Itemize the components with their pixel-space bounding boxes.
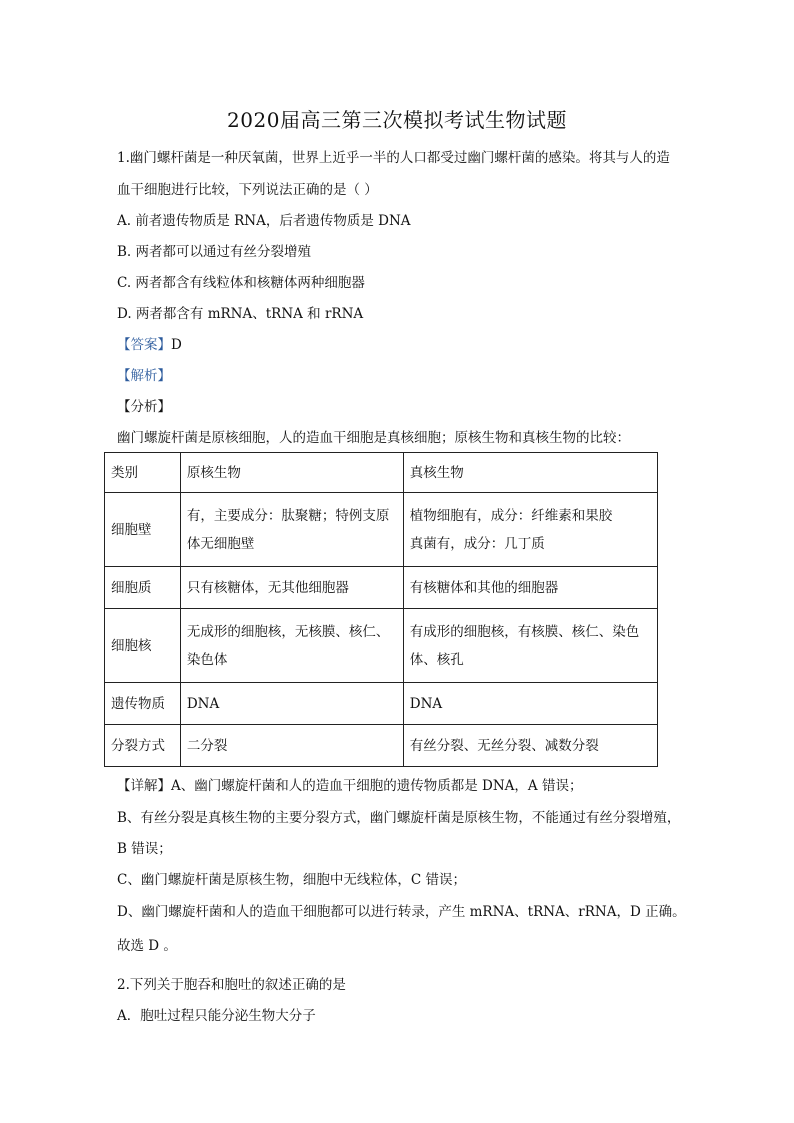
conclusion: 故选 D 。 xyxy=(117,938,177,954)
table-header-cell: 原核生物 xyxy=(180,453,403,493)
detail-line3: B 错误； xyxy=(117,841,172,857)
detail-text: A、幽门螺旋杆菌和人的造血干细胞的遗传物质都是 DNA，A 错误； xyxy=(171,778,583,794)
table-cell xyxy=(403,609,657,683)
table-cell xyxy=(180,567,403,609)
table-row xyxy=(105,683,658,725)
cell-line: 有，主要成分：肽聚糖；特例支原 xyxy=(186,507,390,524)
table-row xyxy=(105,725,658,767)
table-row xyxy=(105,493,658,567)
page-title: 2020届高三第三次模拟考试生物试题 xyxy=(227,108,567,132)
analysis-label: 【解析】 xyxy=(117,368,171,384)
q1-option-a: A. 前者遗传物质是 RNA，后者遗传物质是 DNA xyxy=(117,213,411,229)
cell-line: 植物细胞有，成分：纤维素和果胶 xyxy=(409,507,613,524)
detail-line5: D、幽门螺旋杆菌和人的造血干细胞都可以进行转录，产生 mRNA、tRNA、rRNA，D 正确。 xyxy=(117,904,686,920)
cell-line: 有核糖体和其他的细胞器 xyxy=(409,579,559,596)
comparison-table xyxy=(104,452,658,767)
table-header-cell: 真核生物 xyxy=(403,453,657,493)
detail-line2: B、有丝分裂是真核生物的主要分裂方式，幽门螺旋杆菌是原核生物，不能通过有丝分裂增殖， xyxy=(117,810,681,826)
q1-stem-line1: 1.幽门螺杆菌是一种厌氧菌，世界上近乎一半的人口都受过幽门螺杆菌的感染。将其与人的造 xyxy=(117,150,670,166)
detail-label: 【详解】 xyxy=(117,778,171,794)
table-cell: 细胞质 xyxy=(105,567,181,609)
table-cell: 细胞核 xyxy=(105,609,181,683)
cell-line: 真菌有，成分：几丁质 xyxy=(409,535,545,552)
table-row xyxy=(105,609,658,683)
table-cell xyxy=(180,725,403,767)
table-cell: 分裂方式 xyxy=(105,725,181,767)
table-cell xyxy=(403,725,657,767)
table-cell xyxy=(403,683,657,725)
answer-label: 【答案】 xyxy=(117,337,171,353)
table-cell xyxy=(403,493,657,567)
table-cell xyxy=(180,609,403,683)
cell-line: 无成形的细胞核，无核膜、核仁、 xyxy=(186,623,390,640)
cell-line: 有丝分裂、无丝分裂、减数分裂 xyxy=(409,737,599,754)
cell-line: DNA xyxy=(186,695,220,712)
cell-line: 体无细胞壁 xyxy=(186,535,255,552)
table-cell xyxy=(180,493,403,567)
table-header-cell: 类别 xyxy=(105,453,181,493)
table-cell: 遗传物质 xyxy=(105,683,181,725)
q1-stem-line2: 血干细胞进行比较，下列说法正确的是（ ） xyxy=(117,182,378,198)
cell-line: DNA xyxy=(409,695,443,712)
analysis-intro: 幽门螺旋杆菌是原核细胞，人的造血干细胞是真核细胞；原核生物和真核生物的比较： xyxy=(117,430,630,446)
table-cell xyxy=(403,567,657,609)
q1-option-c: C. 两者都含有线粒体和核糖体两种细胞器 xyxy=(117,275,365,291)
table-cell xyxy=(180,683,403,725)
table-row xyxy=(105,567,658,609)
q2-stem: 2.下列关于胞吞和胞吐的叙述正确的是 xyxy=(117,977,346,993)
q2-option-a: A．胞吐过程只能分泌生物大分子 xyxy=(117,1008,316,1024)
cell-line: 染色体 xyxy=(186,651,228,668)
cell-line: 只有核糖体，无其他细胞器 xyxy=(186,579,349,596)
table-cell: 细胞壁 xyxy=(105,493,181,567)
answer-value: D xyxy=(171,337,182,353)
detail-line4: C、幽门螺旋杆菌是原核生物，细胞中无线粒体，C 错误； xyxy=(117,872,466,888)
detail-line1 xyxy=(117,774,582,794)
q1-option-b: B. 两者都可以通过有丝分裂增殖 xyxy=(117,244,312,260)
fenxi-label: 【分析】 xyxy=(117,399,171,415)
q1-option-d: D. 两者都含有 mRNA、tRNA 和 rRNA xyxy=(117,306,364,322)
table-header-row xyxy=(105,453,658,493)
cell-line: 体、核孔 xyxy=(409,651,464,668)
answer-row xyxy=(117,333,182,353)
cell-line: 二分裂 xyxy=(186,737,228,754)
cell-line: 有成形的细胞核，有核膜、核仁、染色 xyxy=(409,623,640,640)
